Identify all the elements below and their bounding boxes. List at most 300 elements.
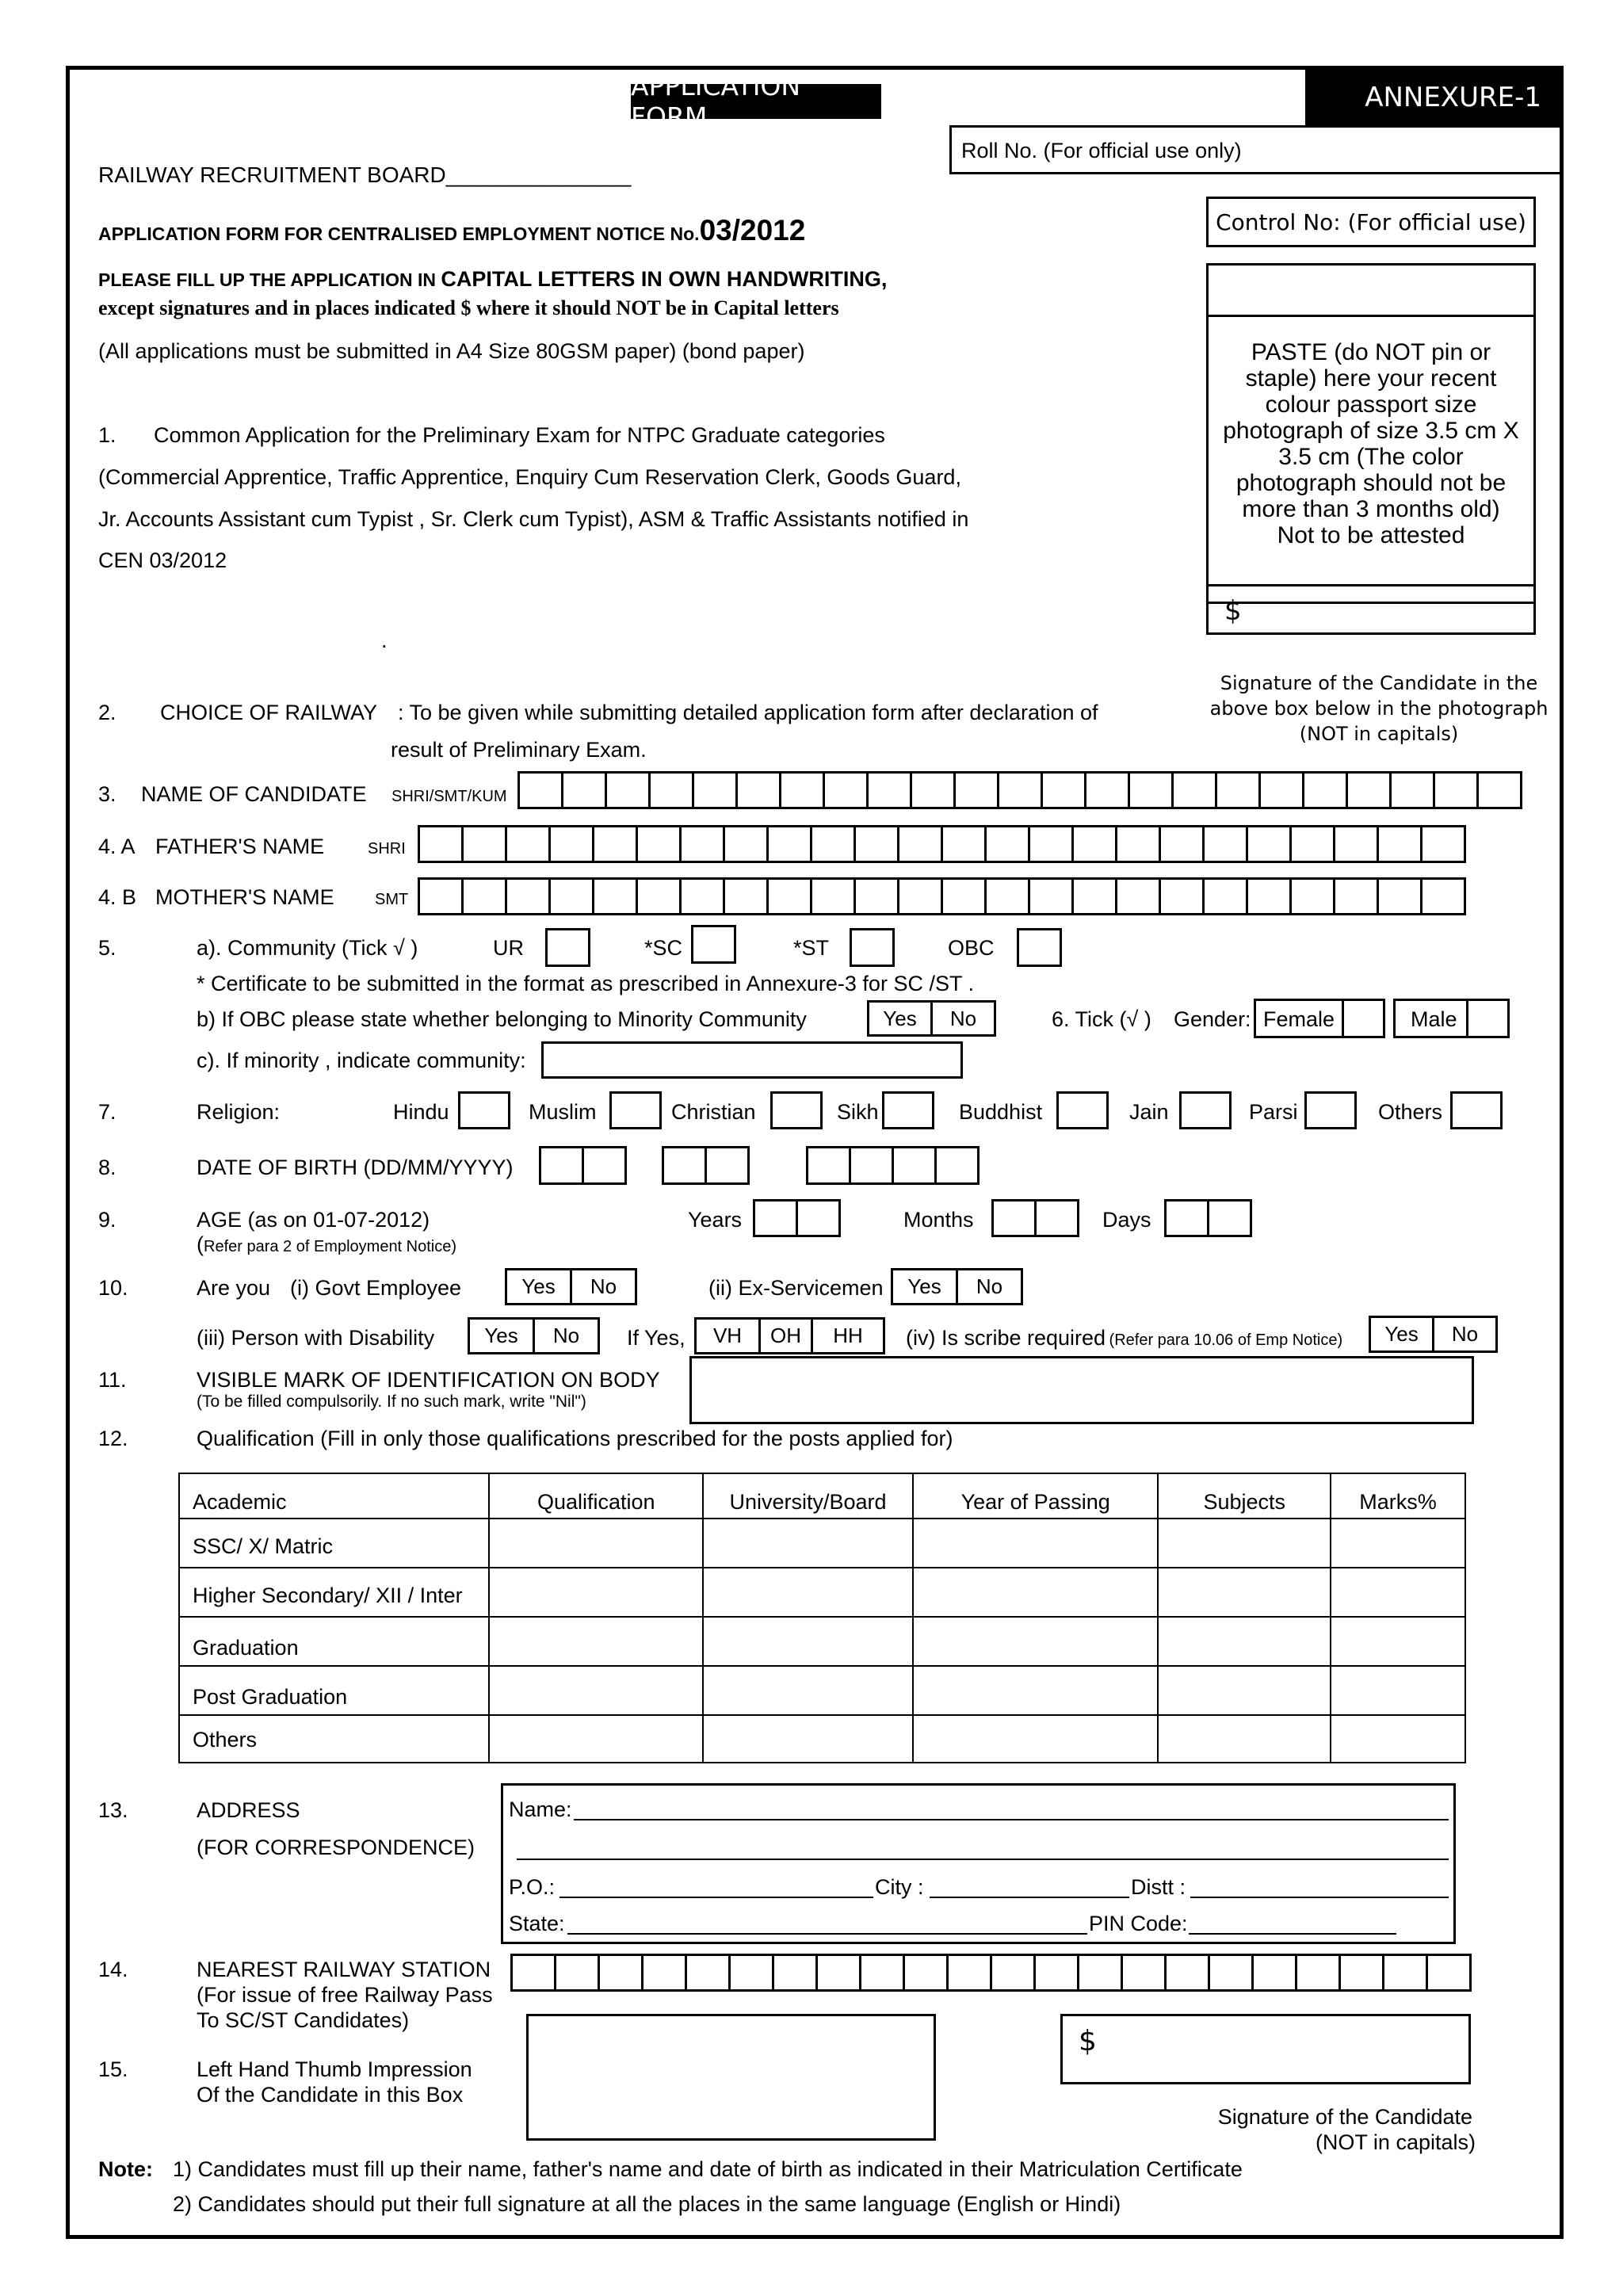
item1-line-2: (Commercial Apprentice, Traffic Apprentice, Enquiry Cum Reservation Clerk, Goods Guard,: [98, 465, 961, 489]
mother-name-cell[interactable]: [766, 877, 812, 915]
qualification-row: [179, 1519, 1465, 1568]
station-cell[interactable]: [1426, 1954, 1472, 1992]
community-label: a). Community (Tick √ ): [197, 936, 418, 960]
cell[interactable]: [703, 1715, 913, 1763]
qualification-row: [179, 1666, 1465, 1715]
item9-number: 9.: [98, 1208, 116, 1232]
header-academic: Academic: [179, 1473, 489, 1519]
community-obc-checkbox[interactable]: [1017, 928, 1062, 967]
father-name-cell[interactable]: [1071, 825, 1117, 863]
mother-name-cell[interactable]: [897, 877, 943, 915]
station-cell[interactable]: [1208, 1954, 1254, 1992]
item3-label: NAME OF CANDIDATE: [141, 782, 367, 806]
cell[interactable]: [1158, 1617, 1331, 1666]
disability-yes-no: [468, 1317, 598, 1354]
cell[interactable]: [489, 1715, 703, 1763]
gender-male-checkbox[interactable]: [1466, 999, 1510, 1038]
scribe-note: (Refer para 10.06 of Emp Notice): [1109, 1331, 1343, 1349]
cell[interactable]: [489, 1666, 703, 1715]
father-name-cell[interactable]: [984, 825, 1030, 863]
cell[interactable]: [1331, 1666, 1465, 1715]
instruction-line-1: [98, 269, 887, 290]
ex-servicemen-no[interactable]: No: [956, 1268, 1023, 1305]
item1-dot: .: [381, 628, 388, 652]
disability-no[interactable]: No: [533, 1317, 600, 1354]
obc-minority-question: b) If OBC please state whether belonging to Minority Community: [197, 1007, 807, 1031]
item2-text-1: : To be given while submitting detailed application form after declaration of: [398, 701, 1098, 724]
item2-number: 2.: [98, 701, 116, 724]
disability-yes[interactable]: Yes: [468, 1317, 535, 1354]
mother-name-cells: [418, 877, 1464, 915]
father-name-cell[interactable]: [1289, 825, 1335, 863]
photo-signature-caption-1: Signature of the Candidate in the: [1220, 672, 1538, 694]
candidate-name-cell[interactable]: [517, 771, 563, 809]
gender-tick-label: 6. Tick (√ ): [1052, 1007, 1151, 1031]
father-name-cell[interactable]: [1115, 825, 1161, 863]
mother-name-cell[interactable]: [810, 877, 856, 915]
cell[interactable]: [1331, 1519, 1465, 1568]
dob-month-cell[interactable]: [705, 1146, 750, 1185]
instruction-line-3: (All applications must be submitted in A4 Size 80GSM paper) (bond paper): [98, 339, 805, 363]
item4b-prefix: SMT: [375, 891, 409, 908]
station-cell[interactable]: [1382, 1954, 1428, 1992]
father-name-cell[interactable]: [810, 825, 856, 863]
cell[interactable]: [913, 1715, 1158, 1763]
annexure-label: [1305, 70, 1560, 125]
cell[interactable]: [913, 1519, 1158, 1568]
candidate-name-cells: [517, 771, 1520, 809]
candidate-signature-box[interactable]: [1060, 2014, 1471, 2084]
identification-input[interactable]: [689, 1356, 1474, 1424]
qualification-table: [178, 1473, 1466, 1763]
qualification-header-row: [179, 1473, 1465, 1519]
age-note: [197, 1234, 456, 1255]
candidate-name-cell[interactable]: [735, 771, 781, 809]
scribe-yes[interactable]: Yes: [1369, 1316, 1434, 1353]
photo-signature-dollar: $: [1224, 595, 1242, 627]
cell[interactable]: [1331, 1568, 1465, 1617]
mother-name-cell[interactable]: [1159, 877, 1205, 915]
candidate-name-cell[interactable]: [866, 771, 912, 809]
age-days-cell[interactable]: [1207, 1199, 1252, 1237]
notice-prefix: APPLICATION FORM FOR CENTRALISED EMPLOYMENT NOTICE No.: [98, 223, 700, 244]
mother-name-cell[interactable]: [461, 877, 507, 915]
community-sc-label: *SC: [644, 936, 683, 960]
item3-number: 3.: [98, 782, 116, 806]
candidate-name-cell[interactable]: [648, 771, 694, 809]
address-po-input[interactable]: [559, 1879, 873, 1898]
candidate-name-cell[interactable]: [1128, 771, 1174, 809]
govt-employee-yes-no: [505, 1268, 635, 1305]
mother-name-cell[interactable]: [984, 877, 1030, 915]
photo-instruction: PASTE (do NOT pin or staple) here your recent colour passport size photograph of size 3.5 cm X 3.5 cm (The color photograph should not be more than 3 months old) Not to be attested: [1223, 339, 1519, 548]
item8-number: 8.: [98, 1156, 116, 1179]
cell[interactable]: [913, 1666, 1158, 1715]
community-sc-checkbox[interactable]: [691, 925, 736, 964]
religion-sikh-label: Sikh: [837, 1100, 879, 1124]
cell[interactable]: [1331, 1617, 1465, 1666]
dob-year-cell[interactable]: [806, 1146, 851, 1185]
cell[interactable]: [1331, 1715, 1465, 1763]
mother-name-cell[interactable]: [1246, 877, 1292, 915]
item5-number: 5.: [98, 936, 116, 960]
row-label: Graduation: [179, 1617, 489, 1666]
station-cell[interactable]: [685, 1954, 731, 1992]
gender-female-label: Female: [1263, 1007, 1335, 1031]
age-label: AGE (as on 01-07-2012): [197, 1208, 430, 1232]
religion-hindu-label: Hindu: [393, 1100, 449, 1124]
mother-name-cell[interactable]: [1028, 877, 1074, 915]
candidate-name-cell[interactable]: [1302, 771, 1348, 809]
station-cell[interactable]: [1164, 1954, 1210, 1992]
identification-label: VISIBLE MARK OF IDENTIFICATION ON BODY: [197, 1368, 660, 1392]
ex-servicemen-label: (ii) Ex-Servicemen: [708, 1276, 884, 1300]
address-pin-input[interactable]: [1189, 1916, 1396, 1935]
religion-christian-label: Christian: [671, 1100, 756, 1124]
header-qualification: Qualification: [489, 1473, 703, 1519]
disability-type: [694, 1317, 883, 1354]
candidate-name-cell[interactable]: [823, 771, 869, 809]
mother-name-cell[interactable]: [1289, 877, 1335, 915]
age-days-cell[interactable]: [1164, 1199, 1209, 1237]
mother-name-cell[interactable]: [1202, 877, 1248, 915]
address-state-input[interactable]: [567, 1916, 1087, 1935]
cell[interactable]: [913, 1617, 1158, 1666]
religion-hindu-checkbox[interactable]: [458, 1091, 510, 1129]
item7-number: 7.: [98, 1100, 116, 1124]
candidate-signature-dollar: $: [1079, 2025, 1097, 2057]
father-name-cell[interactable]: [1028, 825, 1074, 863]
candidate-name-cell[interactable]: [1258, 771, 1304, 809]
dob-label: DATE OF BIRTH (DD/MM/YYYY): [197, 1156, 514, 1179]
mother-name-cell[interactable]: [1377, 877, 1423, 915]
station-sub-1: (For issue of free Railway Pass: [197, 1983, 493, 2007]
mother-name-cell[interactable]: [941, 877, 987, 915]
station-cell[interactable]: [1295, 1954, 1341, 1992]
item4a-label: FATHER'S NAME: [155, 835, 325, 858]
candidate-name-cell[interactable]: [1476, 771, 1522, 809]
disability-vh[interactable]: VH: [694, 1317, 761, 1354]
photo-signature-caption-2: above box below in the photograph: [1209, 697, 1549, 720]
address-line-2-input[interactable]: [517, 1841, 1449, 1860]
father-name-cell[interactable]: [636, 825, 682, 863]
father-name-cell[interactable]: [592, 825, 638, 863]
scribe-text: (iv) Is scribe required: [906, 1326, 1106, 1350]
item1-line-4: CEN 03/2012: [98, 548, 227, 572]
dob-year-cell[interactable]: [934, 1146, 980, 1185]
scribe-label: [906, 1328, 1342, 1349]
note-label: Note:: [98, 2157, 153, 2181]
candidate-name-cell[interactable]: [561, 771, 607, 809]
address-sub: (FOR CORRESPONDENCE): [197, 1836, 475, 1859]
age-months-cell[interactable]: [991, 1199, 1037, 1237]
age-note-paren: (: [197, 1232, 204, 1256]
thumb-label-2: Of the Candidate in this Box: [197, 2083, 464, 2107]
govt-employee-label: (i) Govt Employee: [290, 1276, 462, 1300]
mother-name-cell[interactable]: [854, 877, 899, 915]
gender-label: Gender:: [1174, 1007, 1251, 1031]
notice-line: [98, 216, 805, 245]
father-name-cells: [418, 825, 1464, 863]
religion-muslim-label: Muslim: [529, 1100, 597, 1124]
header-subjects: Subjects: [1158, 1473, 1331, 1519]
scribe-no[interactable]: No: [1432, 1316, 1498, 1353]
religion-jain-label: Jain: [1129, 1100, 1169, 1124]
candidate-name-cell[interactable]: [1084, 771, 1130, 809]
minority-community-label: c). If minority , indicate community:: [197, 1049, 526, 1072]
station-cell[interactable]: [1077, 1954, 1123, 1992]
mother-name-cell[interactable]: [505, 877, 551, 915]
disability-oh[interactable]: OH: [758, 1317, 813, 1354]
item13-number: 13.: [98, 1798, 128, 1822]
cell[interactable]: [703, 1666, 913, 1715]
row-label: Higher Secondary/ XII / Inter: [179, 1568, 489, 1617]
candidate-name-cell[interactable]: [1171, 771, 1217, 809]
mother-name-cell[interactable]: [1115, 877, 1161, 915]
disability-hh[interactable]: HH: [811, 1317, 885, 1354]
religion-parsi-checkbox[interactable]: [1304, 1091, 1357, 1129]
father-name-cell[interactable]: [723, 825, 769, 863]
community-ur-label: UR: [493, 936, 524, 960]
religion-others-checkbox[interactable]: [1450, 1091, 1503, 1129]
station-cells: [510, 1954, 1469, 1992]
mother-name-cell[interactable]: [1333, 877, 1379, 915]
item2-label: CHOICE OF RAILWAY: [160, 701, 378, 724]
photo-box-divider: [1206, 315, 1536, 317]
header-year: Year of Passing: [913, 1473, 1158, 1519]
cell[interactable]: [1158, 1519, 1331, 1568]
station-cell[interactable]: [1121, 1954, 1167, 1992]
candidate-name-cell[interactable]: [1389, 771, 1435, 809]
religion-buddhist-label: Buddhist: [959, 1100, 1043, 1124]
cell[interactable]: [703, 1617, 913, 1666]
mother-name-cell[interactable]: [679, 877, 725, 915]
father-name-cell[interactable]: [1159, 825, 1205, 863]
identification-note: (To be filled compulsorily. If no such mark, write "Nil"): [197, 1392, 586, 1411]
obc-minority-no[interactable]: No: [930, 1000, 996, 1037]
candidate-name-cell[interactable]: [953, 771, 999, 809]
thumb-impression-box[interactable]: [526, 2014, 936, 2141]
photo-signature-caption-3: (NOT in capitals): [1299, 723, 1459, 745]
candidate-name-cell[interactable]: [1346, 771, 1392, 809]
station-cell[interactable]: [728, 1954, 774, 1992]
candidate-name-cell[interactable]: [1041, 771, 1086, 809]
father-name-cell[interactable]: [941, 825, 987, 863]
form-title: [631, 71, 881, 132]
item3-prefix: SHRI/SMT/KUM: [391, 788, 507, 805]
qualification-row: [179, 1568, 1465, 1617]
father-name-cell[interactable]: [548, 825, 594, 863]
item4a-number: 4. A: [98, 835, 136, 858]
address-distt-input[interactable]: [1190, 1879, 1449, 1898]
item1-number: 1.: [98, 423, 116, 447]
control-no-field[interactable]: [1206, 197, 1536, 247]
mother-name-cell[interactable]: [723, 877, 769, 915]
minority-community-input[interactable]: [541, 1041, 963, 1079]
station-cell[interactable]: [990, 1954, 1036, 1992]
mother-name-cell[interactable]: [1071, 877, 1117, 915]
photo-signature-caption: [1189, 670, 1569, 747]
qualification-row: [179, 1617, 1465, 1666]
if-yes-label: If Yes,: [627, 1326, 685, 1350]
item10-number: 10.: [98, 1276, 128, 1300]
certificate-note: * Certificate to be submitted in the format as prescribed in Annexure-3 for SC /ST .: [197, 972, 974, 995]
age-months-cell[interactable]: [1034, 1199, 1079, 1237]
religion-others-label: Others: [1378, 1100, 1443, 1124]
father-name-cell[interactable]: [1246, 825, 1292, 863]
candidate-name-cell[interactable]: [1215, 771, 1261, 809]
form-title-text: APPLICATION FORM: [631, 71, 801, 132]
thumb-label-1: Left Hand Thumb Impression: [197, 2057, 472, 2081]
scribe-yes-no: [1369, 1316, 1495, 1353]
address-label: ADDRESS: [197, 1798, 300, 1822]
item4a-prefix: SHRI: [368, 840, 406, 858]
address-po-label: P.O.:: [509, 1875, 556, 1899]
age-note-text: Refer para 2 of Employment Notice): [204, 1238, 457, 1255]
item15-number: 15.: [98, 2057, 128, 2081]
community-st-label: *ST: [793, 936, 830, 960]
item2-text-2: result of Preliminary Exam.: [391, 738, 647, 762]
father-name-cell[interactable]: [679, 825, 725, 863]
station-cell[interactable]: [815, 1954, 861, 1992]
dob-day-cell[interactable]: [582, 1146, 627, 1185]
disability-label: (iii) Person with Disability: [197, 1326, 435, 1350]
item11-number: 11.: [98, 1368, 127, 1392]
station-cell[interactable]: [554, 1954, 600, 1992]
age-days-cells: [1164, 1199, 1250, 1237]
candidate-name-cell[interactable]: [1433, 771, 1479, 809]
govt-employee-no[interactable]: No: [570, 1268, 637, 1305]
candidate-name-cell[interactable]: [692, 771, 738, 809]
address-distt-label: Distt :: [1131, 1875, 1186, 1899]
qualification-label: Qualification (Fill in only those qualifications prescribed for the posts applied for): [197, 1427, 953, 1450]
cell[interactable]: [703, 1568, 913, 1617]
board-label: RAILWAY RECRUITMENT BOARD_______________: [98, 162, 632, 187]
cell[interactable]: [913, 1568, 1158, 1617]
dob-day-cell[interactable]: [539, 1146, 584, 1185]
dob-month-cells: [662, 1146, 747, 1185]
station-cell[interactable]: [1033, 1954, 1079, 1992]
candidate-name-cell[interactable]: [605, 771, 651, 809]
candidate-name-cell[interactable]: [910, 771, 956, 809]
item4b-label: MOTHER'S NAME: [155, 885, 334, 909]
father-name-cell[interactable]: [505, 825, 551, 863]
note-1: 1) Candidates must fill up their name, father's name and date of birth as indicated in their Matriculation Certificate: [173, 2157, 1243, 2181]
religion-christian-checkbox[interactable]: [770, 1091, 823, 1129]
station-sub-2: To SC/ST Candidates): [197, 2008, 410, 2032]
religion-muslim-checkbox[interactable]: [609, 1091, 662, 1129]
age-years-label: Years: [688, 1208, 743, 1232]
cell[interactable]: [489, 1617, 703, 1666]
roll-no-label: Roll No. (For official use only): [961, 139, 1242, 162]
photo-signature-box[interactable]: [1206, 584, 1536, 635]
candidate-signature-caption-2: (NOT in capitals): [1315, 2130, 1476, 2154]
item12-number: 12.: [98, 1427, 128, 1450]
father-name-cell[interactable]: [461, 825, 507, 863]
father-name-cell[interactable]: [1377, 825, 1423, 863]
religion-buddhist-checkbox[interactable]: [1056, 1091, 1109, 1129]
cell[interactable]: [1158, 1666, 1331, 1715]
item14-number: 14.: [98, 1958, 128, 1981]
address-name-input[interactable]: [574, 1801, 1449, 1820]
station-cell[interactable]: [1338, 1954, 1384, 1992]
mother-name-cell[interactable]: [1420, 877, 1466, 915]
item1-line-1: Common Application for the Preliminary Exam for NTPC Graduate categories: [154, 423, 885, 447]
station-cell[interactable]: [598, 1954, 643, 1992]
dob-month-cell[interactable]: [662, 1146, 707, 1185]
annexure-text: ANNEXURE-1: [1365, 82, 1541, 113]
station-cell[interactable]: [946, 1954, 992, 1992]
station-cell[interactable]: [510, 1954, 556, 1992]
mother-name-cell[interactable]: [548, 877, 594, 915]
station-cell[interactable]: [641, 1954, 687, 1992]
father-name-cell[interactable]: [766, 825, 812, 863]
age-years-cells: [753, 1199, 838, 1237]
station-cell[interactable]: [903, 1954, 949, 1992]
religion-parsi-label: Parsi: [1249, 1100, 1298, 1124]
father-name-cell[interactable]: [1333, 825, 1379, 863]
are-you-label: Are you: [197, 1276, 271, 1300]
dob-year-cell[interactable]: [849, 1146, 894, 1185]
header-marks: Marks%: [1331, 1473, 1465, 1519]
candidate-name-cell[interactable]: [997, 771, 1043, 809]
father-name-cell[interactable]: [418, 825, 464, 863]
station-cell[interactable]: [859, 1954, 905, 1992]
father-name-cell[interactable]: [854, 825, 899, 863]
obc-minority-yes-no: [867, 1000, 994, 1037]
community-ur-checkbox[interactable]: [545, 928, 590, 967]
age-months-cells: [991, 1199, 1077, 1237]
cell[interactable]: [1158, 1568, 1331, 1617]
candidate-signature-caption-1: Signature of the Candidate: [1217, 2105, 1472, 2129]
father-name-cell[interactable]: [1420, 825, 1466, 863]
obc-minority-yes[interactable]: Yes: [867, 1000, 933, 1037]
cell[interactable]: [489, 1519, 703, 1568]
age-years-cell[interactable]: [796, 1199, 841, 1237]
mother-name-cell[interactable]: [592, 877, 638, 915]
candidate-signature-caption: [1109, 2104, 1476, 2155]
father-name-cell[interactable]: [1202, 825, 1248, 863]
religion-sikh-checkbox[interactable]: [882, 1091, 934, 1129]
cell[interactable]: [489, 1568, 703, 1617]
age-years-cell[interactable]: [753, 1199, 798, 1237]
dob-year-cell[interactable]: [892, 1146, 937, 1185]
religion-label: Religion:: [197, 1100, 281, 1124]
religion-jain-checkbox[interactable]: [1179, 1091, 1232, 1129]
father-name-cell[interactable]: [897, 825, 943, 863]
address-city-input[interactable]: [930, 1879, 1129, 1898]
dob-year-cells: [806, 1146, 977, 1185]
station-cell[interactable]: [772, 1954, 818, 1992]
cell[interactable]: [1158, 1715, 1331, 1763]
candidate-name-cell[interactable]: [779, 771, 825, 809]
community-st-checkbox[interactable]: [850, 928, 895, 967]
address-name-label: Name:: [509, 1797, 572, 1821]
mother-name-cell[interactable]: [636, 877, 682, 915]
qualification-row: [179, 1715, 1465, 1763]
notice-number: 03/2012: [699, 214, 806, 246]
gender-male-label: Male: [1411, 1007, 1457, 1031]
gender-female-checkbox[interactable]: [1342, 999, 1385, 1038]
cell[interactable]: [703, 1519, 913, 1568]
dob-day-cells: [539, 1146, 624, 1185]
station-cell[interactable]: [1251, 1954, 1297, 1992]
ex-servicemen-yes[interactable]: Yes: [891, 1268, 958, 1305]
govt-employee-yes[interactable]: Yes: [505, 1268, 572, 1305]
item4b-number: 4. B: [98, 885, 137, 909]
mother-name-cell[interactable]: [418, 877, 464, 915]
instruction-prefix: PLEASE FILL UP THE APPLICATION IN: [98, 269, 436, 290]
